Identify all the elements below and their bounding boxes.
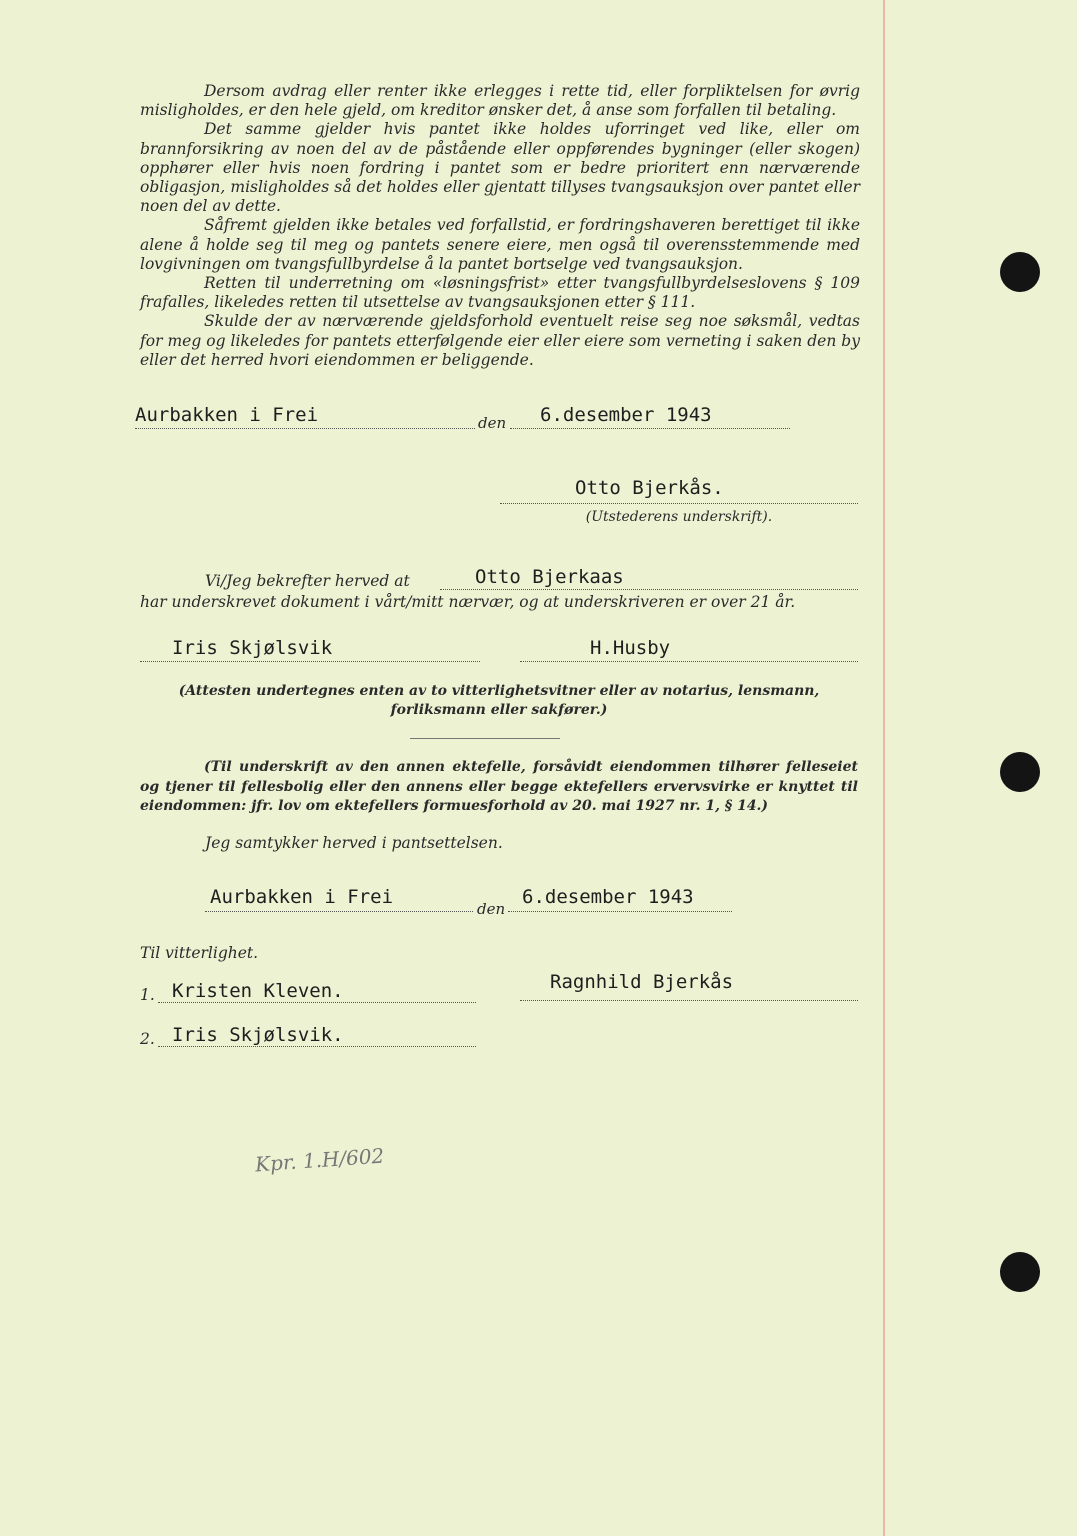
condition-paragraph: Dersom avdrag eller renter ikke erlegges i rette tid, eller forpliktelsen for øvrig misligholdes, er den hele gjeld, om kreditor ønsker det, å anse som forfallen til betaling.	[140, 82, 860, 120]
dotted-line	[140, 661, 480, 662]
issue-place: Aurbakken i Frei	[135, 404, 319, 426]
handwritten-note: Kpr. 1.H/602	[254, 1143, 385, 1177]
witness-number: 1.	[140, 986, 155, 1004]
condition-paragraph: Det samme gjelder hvis pantet ikke holdes uforringet ved like, eller om brannforsikring av noen del av de påstående eller oppførendes bygninger (eller skogen) opphører eller hvis noen fordring i pantet som er bedre prioritert enn nærværende obligasjon, misligholdes så det holdes eller gjentatt tillyses tvangsauksjon over pantet eller noen del av dette.	[140, 120, 860, 216]
dotted-line	[520, 661, 858, 662]
dotted-line	[520, 1000, 858, 1001]
signature-caption: (Utstederens underskrift).	[585, 509, 773, 525]
punch-hole	[1000, 252, 1040, 292]
dotted-line	[158, 1046, 476, 1047]
dotted-line	[158, 1002, 476, 1003]
spouse-note: (Til underskrift av den annen ektefelle, forsåvidt eiendommen tilhører felleseiet og tjener til fellesbolig eller den annens eller begge ektefellers ervervsvirke er knyttet til eiendommen: jfr. lov om ektefellers formuesforhold av 20. mai 1927 nr. 1, § 14.)	[140, 759, 858, 814]
dotted-line	[205, 911, 473, 912]
attestation-prefix: Vi/Jeg bekrefter herved at	[205, 572, 410, 590]
dotted-line	[135, 428, 475, 429]
witness-name-1: Kristen Kleven.	[172, 980, 344, 1002]
margin-line	[883, 0, 885, 1536]
attestation-note: (Attesten undertegnes enten av to vitterlighetsvitner eller av notarius, lensmann, forliksmann eller sakfører.)	[178, 683, 820, 718]
consent-date: 6.desember 1943	[522, 886, 694, 908]
consent-text: Jeg samtykker herved i pantsettelsen.	[205, 834, 503, 852]
attested-name: Otto Bjerkaas	[475, 566, 624, 588]
attestation-line: har underskrevet dokument i vårt/mitt nærvær, og at underskriveren er over 21 år.	[140, 593, 796, 611]
dotted-line	[440, 589, 858, 590]
witness-signature-2: H.Husby	[590, 637, 671, 659]
condition-paragraph: Såfremt gjelden ikke betales ved forfallstid, er fordringshaveren berettiget til ikke alene å holde seg til meg og pantets senere eiere, men også til overensstemmende med lovgivningen om tvangsfullbyrdelse å la pantet bortselge ved tvangsauksjon.	[140, 216, 860, 273]
conditions-text	[140, 82, 860, 370]
spouse-signature: Ragnhild Bjerkås	[550, 971, 734, 993]
witness-signature-1: Iris Skjølsvik	[172, 637, 333, 659]
witness-number: 2.	[140, 1030, 155, 1048]
consent-place: Aurbakken i Frei	[210, 886, 394, 908]
dotted-line	[500, 503, 858, 504]
issuer-signature: Otto Bjerkås.	[575, 477, 724, 499]
punch-hole	[1000, 752, 1040, 792]
witness-name-2: Iris Skjølsvik.	[172, 1024, 344, 1046]
condition-paragraph: Skulde der av nærværende gjeldsforhold eventuelt reise seg noe søksmål, vedtas for meg og likeledes for pantets etterfølgende eier eller eiere som verneting i saken den by eller det herred hvori eiendommen er beliggende.	[140, 312, 860, 369]
condition-paragraph: Retten til underretning om «løsningsfrist» etter tvangsfullbyrdelseslovens § 109 frafalles, likeledes retten til utsettelse av tvangsauksjonen etter § 111.	[140, 274, 860, 312]
den-label: den	[478, 414, 507, 432]
dotted-line	[508, 911, 732, 912]
den-label: den	[477, 900, 506, 918]
witness-label: Til vitterlighet.	[140, 944, 259, 962]
punch-hole	[1000, 1252, 1040, 1292]
separator	[410, 738, 560, 739]
issue-date: 6.desember 1943	[540, 404, 712, 426]
dotted-line	[510, 428, 790, 429]
